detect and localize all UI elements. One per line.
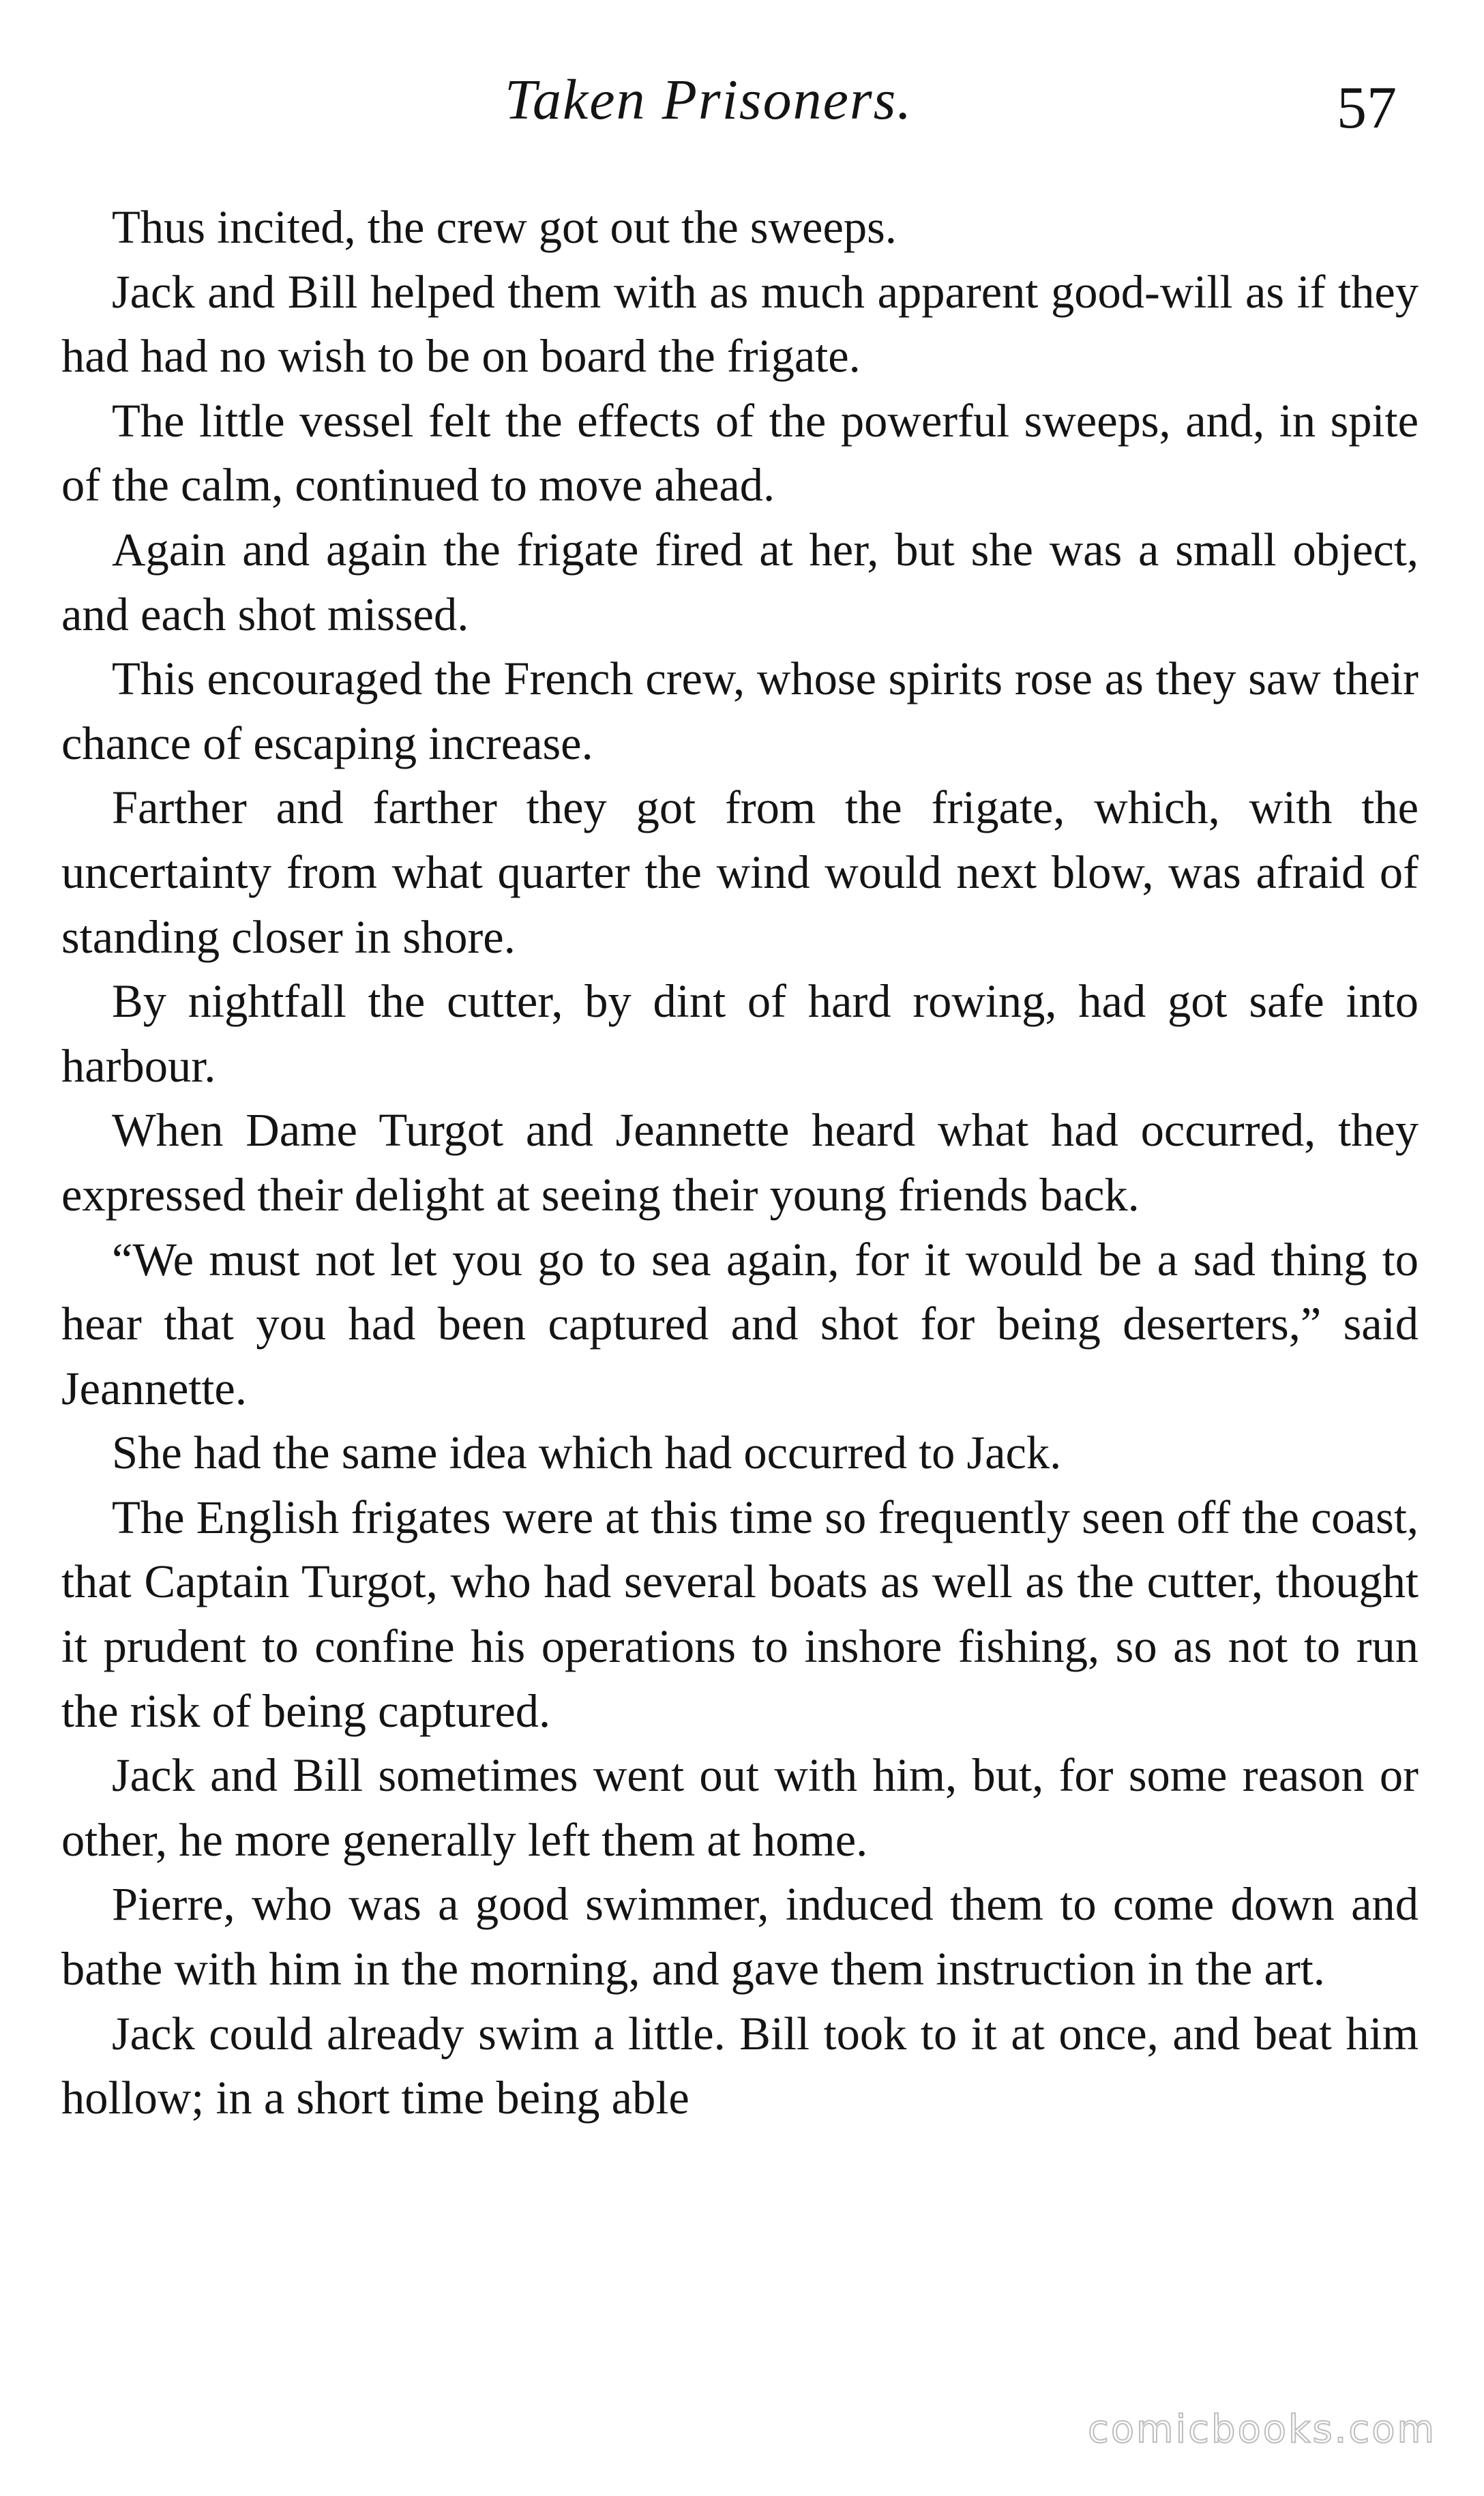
running-head (0, 60, 1484, 155)
paragraph: When Dame Turgot and Jeannette heard what had occurred, they expressed their delight at seeing their young friends back. (61, 1104, 1419, 1221)
paragraph: Again and again the frigate fired at her, but she was a small object, and each shot missed. (61, 523, 1419, 640)
paragraph: Pierre, who was a good swimmer, induced them to come down and bathe with him in the morning, and gave them instruction in the art. (61, 1878, 1419, 1995)
paragraph: Thus incited, the crew got out the sweeps. (112, 201, 897, 253)
paragraph: By nightfall the cutter, by dint of hard rowing, had got safe into harbour. (61, 975, 1419, 1092)
paragraph: Farther and farther they got from the frigate, which, with the uncertainty from what quarter the wind would next blow, was afraid of standing closer in shore. (61, 782, 1419, 963)
paragraph: Jack and Bill helped them with as much apparent good-will as if they had had no wish to be on board the frigate. (61, 265, 1419, 383)
paragraph: The English frigates were at this time so frequently seen off the coast, that Captain Turgot, who had several boats as well as the cutter, thought it prudent to confine his operations to inshore fishing, so as not to run the risk of being captured. (61, 1491, 1419, 1737)
running-title: Taken Prisoners. (505, 68, 913, 132)
body-text (61, 195, 1419, 2130)
paragraph: She had the same idea which had occurred to Jack. (112, 1427, 1062, 1479)
paragraph: Jack could already swim a little. Bill took to it at once, and beat him hollow; in a short time being able (61, 2007, 1419, 2124)
paragraph: The little vessel felt the effects of the powerful sweeps, and, in spite of the calm, continued to move ahead. (61, 394, 1419, 511)
watermark: comicbooks.com (1088, 2407, 1437, 2452)
page-number: 57 (1337, 75, 1397, 141)
paragraph: “We must not let you go to sea again, for it would be a sad thing to hear that you had been captured and shot for being deserters,” said Jeannette. (61, 1233, 1419, 1414)
paragraph: Jack and Bill sometimes went out with him, but, for some reason or other, he more generally left them at home. (61, 1749, 1419, 1866)
paragraph: This encouraged the French crew, whose spirits rose as they saw their chance of escaping increase. (61, 653, 1419, 769)
